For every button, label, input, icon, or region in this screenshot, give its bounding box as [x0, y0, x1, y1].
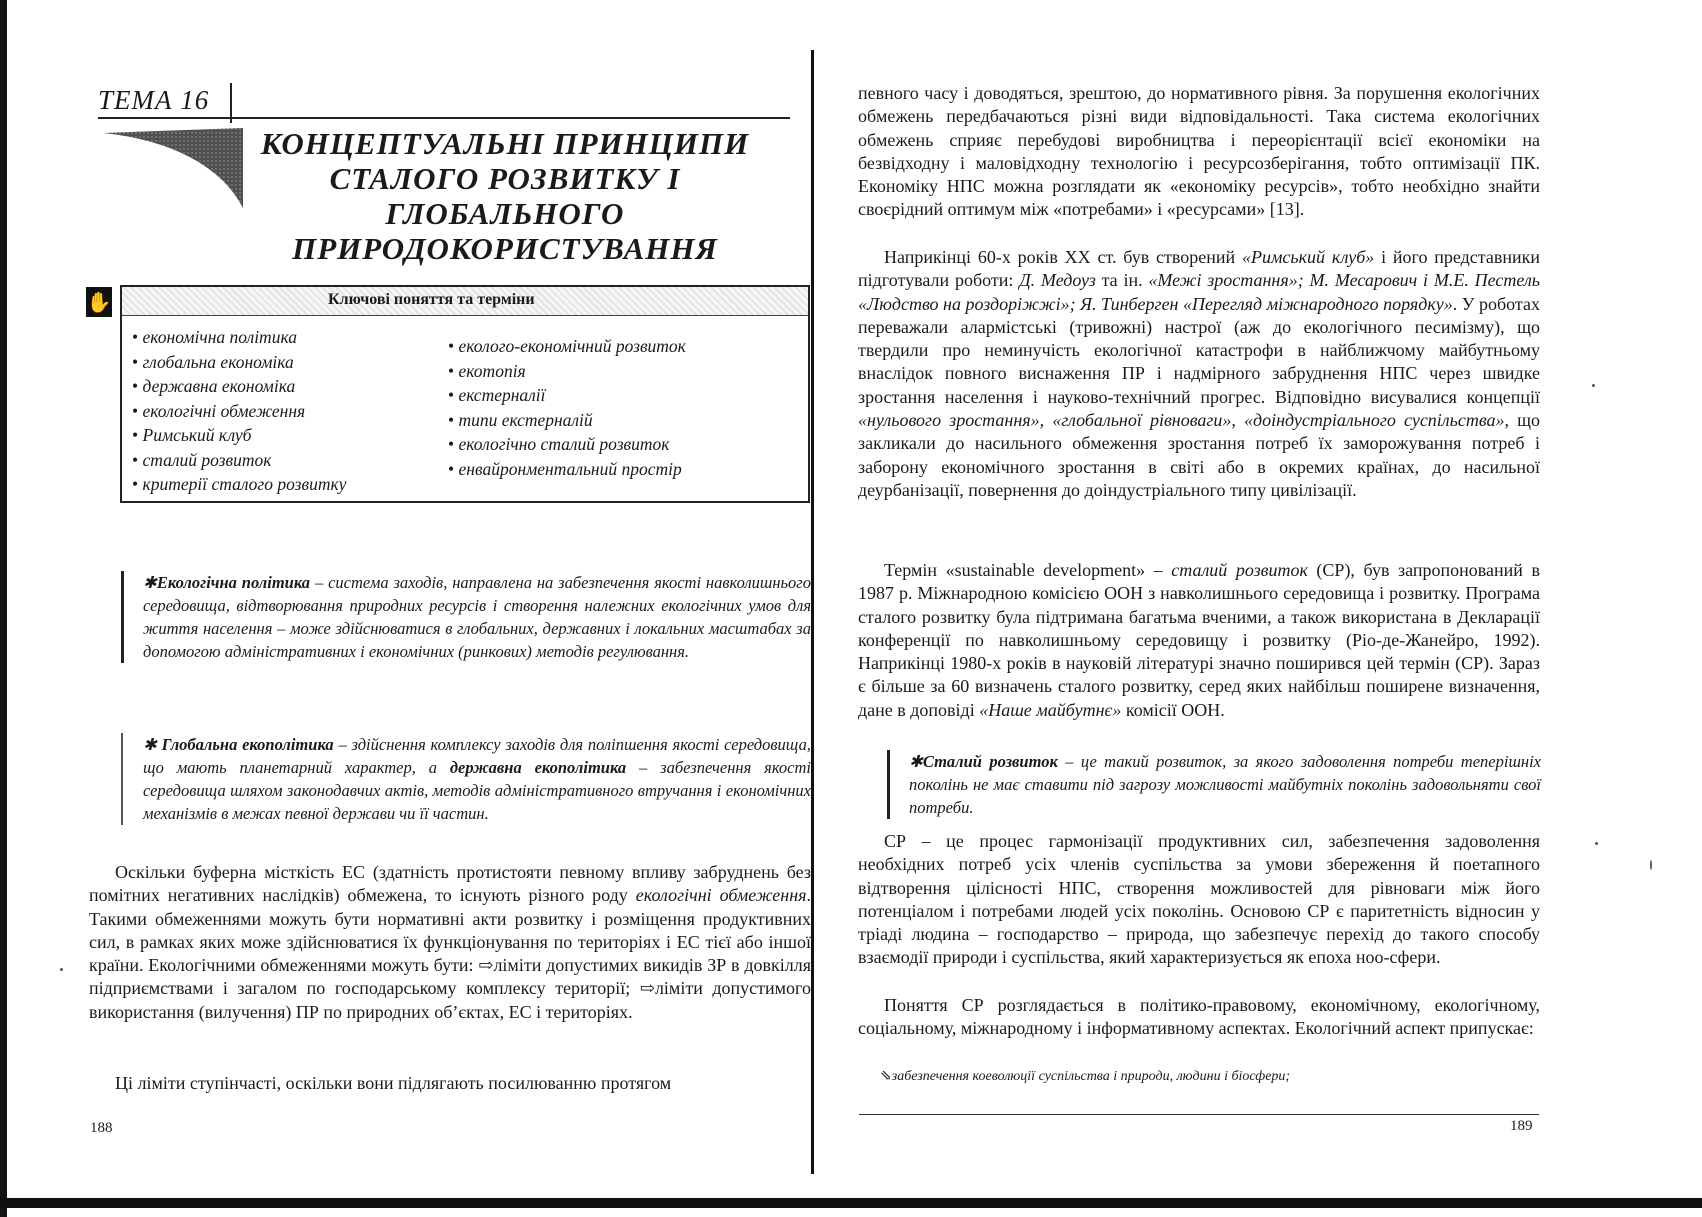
definition-bar: [121, 571, 124, 663]
key-term: • типи екстерналій: [448, 408, 686, 433]
scan-bottom-edge: [0, 1198, 1702, 1208]
text-run: і його представники підготували роботи:: [858, 247, 1540, 291]
key-term: • екотопія: [448, 359, 686, 384]
text-run: . Такими обмеженнями можуть бути нормативні акти розвитку і розміщення продуктивних сил, в рамках яких може здійснюватися їх функціонування по територіях і ЕС тієї або іншої країни. Екологічними обмеженнями можуть бути: ⇨ліміти допустимих викидів ЗР в довкілля підприємствами і загалом по господарському комплексу території; ⇨ліміти допустимого використання (вилучення) ПР по природних об’єктах, ЕС і територіях.: [89, 885, 811, 1022]
key-terms-box: [120, 285, 810, 503]
hand-icon: ✋: [86, 287, 112, 317]
emphasis: «Римський клуб»: [1241, 247, 1375, 267]
key-term: • сталий розвиток: [132, 448, 346, 473]
key-term: • екологічно сталий розвиток: [448, 432, 686, 457]
key-term: • економічна політика: [132, 325, 346, 350]
key-terms-header: [122, 287, 808, 316]
key-terms-heading: Ключові поняття та терміни: [328, 291, 535, 308]
definition-term: державна екополітика: [449, 758, 627, 777]
emphasis: «нульового зростання», «глобальної рівноваги», «доіндустріального суспільства»: [858, 410, 1505, 431]
paragraph-buffer-capacity: [89, 861, 811, 1024]
definition-text: ✱Сталий розвиток – це такий розвиток, за якого задоволення потреби теперішніх поколінь не має ставити під загрозу можливості майбутніх поколінь задовольняти свої потреби.: [909, 752, 1541, 817]
key-term: • Римський клуб: [132, 423, 346, 448]
key-term: • екологічні обмеження: [132, 399, 346, 424]
definition-bar: [887, 750, 890, 819]
text-run: комісії ООН.: [1121, 699, 1225, 720]
scan-speck: [60, 968, 63, 971]
key-term: • критерії сталого розвитку: [132, 472, 346, 497]
text-run: Наприкінці 60-х років ХХ ст. був створений: [884, 247, 1242, 267]
title-line: ГЛОБАЛЬНОГО: [385, 196, 625, 231]
emphasis: «Межі зростання»; М. Месарович і М.Е. Пестель «Людство на роздоріжжі»; Я. Тинберген «Перегляд міжнародного порядку»: [858, 270, 1540, 314]
definition-body: – забезпечення якості середовища шляхом законодавчих актів, методів адміністративного втручання і економічних механізмів в межах певної держави чи її частин.: [143, 758, 811, 823]
text-run: . У роботах переважали алармістські (тривожні) настрої (аж до екологічного песимізму), що твердили про неминучість екологічної катастрофи в найближчому майбутньому внаслідок повного виснаження ПР і надмірного забруднення НПС через швидке зростання населення і науково-технічний прогрес. Відповідно висувалися концепції: [858, 293, 1540, 407]
paragraph-sustainable-term: [858, 559, 1540, 722]
text-run: (СР), був запропонований в 1987 р. Міжнародною комісією ООН з навколишнього середовища і розвитку. Програма сталого розвитку була підтримана багатьма вченими, а також використана в Декларації конференції по навколишньому середовищу і розвитку (Ріо-де-Жанейро, 1992). Наприкінці 1980-х років в науковій літературі значно поширився цей термін (СР). Зараз є більше за 60 визначень сталого розвитку, серед яких найбільш поширене визначення, дане в доповіді: [858, 560, 1540, 720]
key-terms-column-2: [448, 334, 686, 481]
definition-sustainable-development: [887, 750, 1541, 819]
page-number-left: 188: [90, 1120, 113, 1136]
paragraph-continued: певного часу і доводяться, зрештою, до нормативного рівня. За порушення екологічних обмежень передбачаються різні види відповідальності. Така система екологічних обмежень сприяє перебудові виробництва і переорієнтації всієї економіки на безвідходну і маловідходну технологію і ресурсозберігання, тобто оптимізації ПК. Економіку НПС можна розглядати як «економіку ресурсів», тобто необхідно знайти своєрідний оптимум між «потребами» і «ресурсами» [13].: [858, 83, 1540, 220]
title-line: КОНЦЕПТУАЛЬНІ ПРИНЦИПИ: [260, 126, 750, 161]
definition-body: – це такий розвиток, за якого задоволення потреби теперішніх поколінь не має ставити під загрозу можливості майбутніх поколінь задовольняти свої потреби.: [909, 752, 1541, 817]
key-term: • державна економіка: [132, 374, 346, 399]
paragraph-rome-club: [858, 246, 1540, 502]
paragraph-limits: Ці ліміти ступінчасті, оскільки вони підлягають посилюванню протягом: [115, 1073, 672, 1093]
text-run: та ін.: [1095, 270, 1149, 291]
definition-term: Екологічна політика: [156, 573, 311, 592]
definition-text: ✱ Глобальна екополітика – здійснення комплексу заходів для поліпшення якості середовища, що мають планетарний характер, а державна екополітика – забезпечення якості середовища шляхом законодавчих актів, методів адміністративного втручання і економічних механізмів в межах певної держави чи її частин.: [143, 735, 812, 823]
emphasis: «Наше майбутнє»: [979, 699, 1122, 720]
definition-global-ecopolicy: [121, 733, 811, 825]
scan-left-edge: [0, 0, 7, 1217]
key-term: • глобальна економіка: [132, 350, 346, 375]
scan-speck: [1592, 384, 1595, 387]
emphasis: Д. Медоуз: [1019, 270, 1096, 291]
paragraph-sr-definition: СР – це процес гармонізації продуктивних сил, забезпечення задоволення необхідних потреб усіх членів суспільства за умови збереження й поетапного відтворення цілісності НПС, створення можливостей для рівноваги між його потенціалом і потребами людей усіх поколінь. Основою СР є паритетність відносин у тріаді людина – господарство – природа, що забезпечує перехід до такого способу взаємодії природи і суспільства, який характеризується як епоха ноо-сфери.: [858, 831, 1540, 968]
page-gutter: [811, 50, 814, 1174]
page-number-right: 189: [1510, 1118, 1533, 1134]
key-terms-column-1: [132, 325, 346, 497]
header-horizontal-rule: [98, 117, 790, 119]
footer-rule: [859, 1114, 1539, 1115]
emphasis: сталий розвиток: [1171, 560, 1308, 580]
key-term: • екстерналії: [448, 383, 686, 408]
key-term: • еколого-економічний розвиток: [448, 334, 686, 359]
title-line: СТАЛОГО РОЗВИТКУ І: [329, 161, 681, 196]
topic-label: ТЕМА 16: [98, 85, 210, 115]
chapter-title: [250, 126, 760, 266]
definition-bar: [121, 733, 123, 825]
title-line: ПРИРОДОКОРИСТУВАННЯ: [292, 231, 718, 266]
definition-eco-policy: [121, 571, 811, 663]
scan-speck: [1650, 860, 1652, 870]
emphasis: екологічні обмеження: [635, 885, 807, 906]
definition-term: Глобальна екополітика: [161, 735, 334, 754]
definition-body: – система заходів, направлена на забезпечення якості навколишнього середовища, відтворювання природних ресурсів і створення належних екологічних умов для життя населення – може здійснюватися в глобальних, державних і локальних масштабах за допомогою адміністративних і економічних (ринкових) методів регулювання.: [143, 573, 811, 661]
definition-term: Сталий розвиток: [922, 752, 1058, 771]
text-run: Оскільки буферна місткість ЕС (здатність протистояти певному впливу забруднень без помітних негативних наслідків) обмежена, то існують різного роду: [89, 862, 811, 906]
definition-text: ✱Екологічна політика – система заходів, направлена на забезпечення якості навколишнього середовища, відтворювання природних ресурсів і створення належних екологічних умов для життя населення – може здійснюватися в глобальних, державних і локальних масштабах за допомогою адміністративних і економічних (ринкових) методів регулювання.: [143, 573, 811, 661]
list-item-coevolution: ⇘забезпечення коеволюції суспільства і природи, людини і біосфери;: [880, 1069, 1291, 1084]
key-term: • енвайронментальний простір: [448, 457, 686, 482]
text-run: Термін «sustainable development» –: [884, 560, 1172, 580]
definition-body: – здійснення комплексу заходів для поліпшення якості середовища, що мають планетарний характер, а: [143, 735, 812, 777]
text-run: , що закликали до насильного обмеження зростання потреб їх заморожування потреб і заборону економічного зростання в світі або в окремих країнах, до насильної деурбанізації, повернення до доіндустріального типу цивілізації.: [858, 410, 1540, 500]
scan-speck: [1595, 842, 1598, 845]
paragraph-aspects: Поняття СР розглядається в політико-правовому, економічному, екологічному, соціальному, міжнародному і інформативному аспектах. Екологічний аспект припускає:: [858, 995, 1540, 1039]
decorative-wedge-icon: [103, 128, 243, 208]
